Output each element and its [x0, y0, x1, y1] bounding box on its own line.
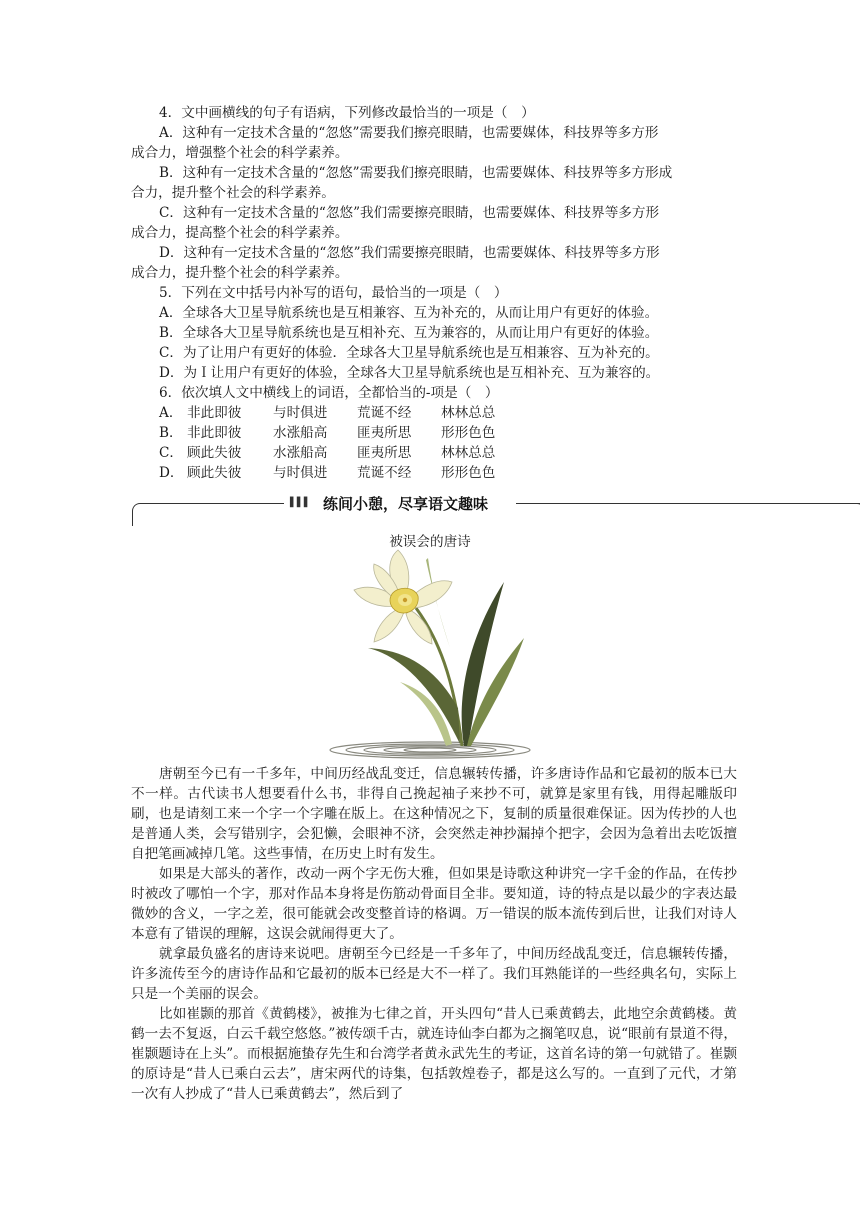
- water-ripple-icon: [330, 742, 530, 758]
- question-6-option-a: [131, 403, 737, 423]
- question-6-option-c: [131, 443, 737, 463]
- question-4-option-d-line2: 成合力，提升整个社会的科学素养。: [131, 265, 349, 281]
- section-banner: [130, 495, 737, 531]
- daffodil-illustration: [328, 548, 532, 764]
- question-5-option-a: A．全球各大卫星导航系统也是互相兼容、互为补充的，从而让用户有更好的体验。: [159, 305, 659, 321]
- question-4-option-a-line1: A．这种有一定技术含量的“忽悠”需要我们擦亮眼睛，也需要媒体，科技界等多方形: [159, 125, 659, 141]
- question-4-option-b-line2: 合力，提升整个社会的科学素养。: [131, 185, 335, 201]
- question-4-option-b-line1: B．这种有一定技术含量的“忽悠”需要我们擦亮眼睛，也需要媒体、科技界等多方形成: [159, 165, 673, 181]
- article-title: 被误会的唐诗: [389, 534, 471, 550]
- question-5-stem: 5．下列在文中括号内补写的语句，最恰当的一项是（ ）: [159, 285, 508, 301]
- banner-title: 练间小憩，尽享语文趣味: [323, 495, 489, 513]
- question-6-stem: 6．依次填人文中横线上的词语，全都恰当的-项是（ ）: [159, 385, 499, 401]
- option-word: 非此即彼: [187, 405, 242, 421]
- option-label: D．: [159, 465, 184, 481]
- question-5: [131, 283, 737, 383]
- option-word: 非此即彼: [187, 425, 242, 441]
- question-4-option-a-line2: 成合力，增强整个社会的科学素养。: [131, 145, 349, 161]
- question-6-option-d: [131, 463, 737, 483]
- article-paragraph: 就拿最负盛名的唐诗来说吧。唐朝至今已经是一千多年了，中间历经战乱变迁，信息辗转传播，许多流传至今的唐诗作品和它最初的版本已经是大不一样了。我们耳熟能详的一些经典名句，实际上只是一个美丽的误会。: [131, 946, 737, 1002]
- option-word: 林林总总: [441, 445, 496, 461]
- option-word: 形形色色: [441, 465, 496, 481]
- option-label: C．: [159, 445, 183, 461]
- option-word: 顾此失彼: [187, 445, 242, 461]
- option-word: 匪夷所思: [357, 445, 412, 461]
- article-paragraph: 比如崔颢的那首《黄鹤楼》，被推为七律之首，开头四句“昔人已乘黄鹤去，此地空余黄鹤楼。黄鹤一去不复返，白云千载空悠悠。”被传颂千古，就连诗仙李白都为之搁笔叹息，说“眼前有景道不得，崔颢题诗在上头”。而根据施蛰存先生和台湾学者黄永武先生的考证，这首名诗的第一句就错了。崔颢的原诗是“昔人已乘白云去”，唐宋两代的诗集，包括敦煌卷子，都是这么写的。一直到了元代，才第一次有人抄成了“昔人已乘黄鹤去”，然后到了: [131, 1006, 737, 1102]
- article-body: [131, 764, 737, 1104]
- banner-bars-icon: ▌▌▌: [290, 498, 311, 508]
- question-4: [131, 103, 737, 283]
- option-label: A．: [159, 405, 183, 421]
- option-word: 匪夷所思: [357, 425, 412, 441]
- option-word: 水涨船高: [273, 445, 328, 461]
- article-paragraph: 唐朝至今已有一千多年，中间历经战乱变迁，信息辗转传播，许多唐诗作品和它最初的版本已大不一样。古代读书人想要看什么书，非得自己挽起袖子来抄不可，就算是家里有钱，用得起雕版印刷，也是请刻工来一个字一个字雕在版上。在这种情况之下，复制的质量很难保证。因为传抄的人也是普通人类，会写错别字，会犯懒，会眼神不济，会突然走神抄漏掉个把字，会因为急着出去吃饭擅自把笔画减掉几笔。这些事情，在历史上时有发生。: [131, 766, 737, 862]
- question-5-option-c: C．为了让用户有更好的体验．全球各大卫星导航系统也是互相兼容、互为补充的。: [159, 345, 659, 361]
- article-paragraph: 如果是大部头的著作，改动一两个字无伤大雅，但如果是诗歌这种讲究一字千金的作品，在传抄时被改了哪怕一个字，那对作品本身将是伤筋动骨面目全非。要知道，诗的特点是以最少的字表达最微妙的含义，一字之差，很可能就会改变整首诗的格调。万一错误的版本流传到后世，让我们对诗人本意有了错误的理解，这误会就闹得更大了。: [131, 866, 737, 942]
- question-4-option-c-line1: C．这种有一定技术含量的“忽悠”我们需要擦亮眼睛，也需要媒体、科技界等多方形: [159, 205, 660, 221]
- banner-corner-left: [132, 503, 145, 526]
- option-word: 荒诞不经: [357, 405, 412, 421]
- option-word: 与时俱进: [273, 405, 328, 421]
- option-label: B．: [159, 425, 183, 441]
- banner-corner-right: [852, 503, 860, 526]
- option-word: 顾此失彼: [187, 465, 242, 481]
- question-6: [131, 383, 737, 483]
- question-4-option-d-line1: D．这种有一定技术含量的“忽悠”我们需要擦亮眼睛，也需要媒体、科技界等多方形: [159, 245, 660, 261]
- question-5-option-b: B．全球各大卫星导航系统也是互相补充、互为兼容的，从而让用户有更好的体验。: [159, 325, 659, 341]
- option-word: 形形色色: [441, 425, 496, 441]
- banner-rule-left: [144, 503, 284, 504]
- question-5-option-d: D．为Ｉ让用户有更好的体验，全球各大卫星导航系统也是互相补充、互为兼容的。: [159, 365, 660, 381]
- question-4-option-c-line2: 成合力，提高整个社会的科学素养。: [131, 225, 349, 241]
- question-4-stem: 4．文中画横线的句子有语病，下列修改最恰当的一项是（ ）: [159, 105, 535, 121]
- option-word: 与时俱进: [273, 465, 328, 481]
- option-word: 水涨船高: [273, 425, 328, 441]
- option-word: 林林总总: [441, 405, 496, 421]
- question-6-option-b: [131, 423, 737, 443]
- banner-rule-right: [516, 503, 860, 504]
- option-word: 荒诞不经: [357, 465, 412, 481]
